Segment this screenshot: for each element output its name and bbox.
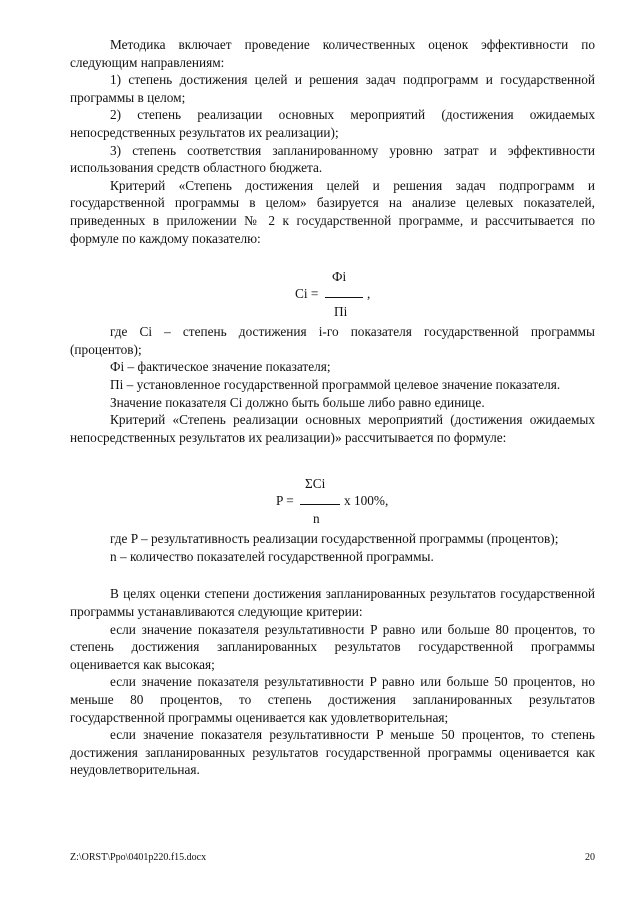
formula-ci-lhs: Ci = — [295, 286, 319, 302]
ci-definition: где Ci – степень достижения i-го показателя государственной программы (процентов); — [70, 324, 595, 357]
formula-p-fraction-line — [300, 504, 340, 505]
formula-ci-fraction-line — [325, 297, 363, 298]
criterion-item-3: 3) степень соответствия запланированному уровню затрат и эффективности использования средств областного бюджета. — [70, 142, 595, 176]
formula-p-denominator: n — [313, 511, 320, 527]
formula-p-suffix: x 100%, — [344, 493, 389, 509]
footer-file-path: Z:\ORST\Ppo\0401p220.f15.docx — [70, 852, 207, 863]
footer-page-number: 20 — [585, 852, 595, 863]
assessment-satisfactory: если значение показателя результативности P равно или больше 50 процентов, но меньше 80 процентов, то степень достижения запланированных результатов государственной программы оценивается как удовлетворительная; — [70, 674, 595, 725]
document-page — [70, 36, 595, 779]
p-definition: где P – результативность реализации государственной программы (процентов); — [110, 531, 559, 547]
pi-definition: Пi – установленное государственной программой целевое значение показателя. — [110, 376, 561, 392]
page-footer — [70, 852, 595, 863]
assessment-high: если значение показателя результативности P равно или больше 80 процентов, то степень достижения запланированных результатов государственной программы оценивается как высокая; — [70, 621, 595, 672]
assessment-unsatisfactory: если значение показателя результативности P меньше 50 процентов, то степень достижения запланированных результатов государственной программы оценивается как неудовлетворительная. — [70, 727, 595, 778]
criterion-item-2: 2) степень реализации основных мероприятий (достижения ожидаемых непосредственных результатов их реализации); — [70, 107, 595, 140]
fi-definition: Фi – фактическое значение показателя; — [110, 359, 331, 375]
n-definition: n – количество показателей государственной программы. — [110, 548, 434, 564]
assessment-intro: В целях оценки степени достижения запланированных результатов государственной программы устанавливаются следующие критерии: — [70, 586, 595, 620]
formula-ci-numerator: Фi — [332, 269, 347, 285]
formula-ci-suffix: , — [367, 286, 371, 302]
formula-ci-denominator: Пi — [334, 304, 348, 320]
criterion-goals-paragraph: Критерий «Степень достижения целей и решения задач подпрограмм и государственной программы в целом» базируется на анализе целевых показателей, приведенных в приложении № 2 к государственной программе, и рассчитывается по формуле по каждому показателю: — [70, 177, 595, 246]
criterion-item-1: 1) степень достижения целей и решения задач подпрограмм и государственной программы в целом; — [70, 72, 595, 105]
ci-condition: Значение показателя Ci должно быть больше либо равно единице. — [110, 394, 485, 410]
formula-p — [70, 446, 595, 530]
intro-paragraph: Методика включает проведение количественных оценок эффективности по следующим направлениям: — [70, 37, 595, 70]
formula-p-numerator: ΣCi — [305, 476, 326, 492]
spacer — [70, 565, 595, 585]
formula-p-lhs: P = — [276, 493, 294, 509]
criterion-activities-paragraph: Критерий «Степень реализации основных мероприятий (достижения ожидаемых непосредственных результатов их реализации)» рассчитывается по формуле: — [70, 412, 595, 445]
formula-ci — [70, 247, 595, 323]
